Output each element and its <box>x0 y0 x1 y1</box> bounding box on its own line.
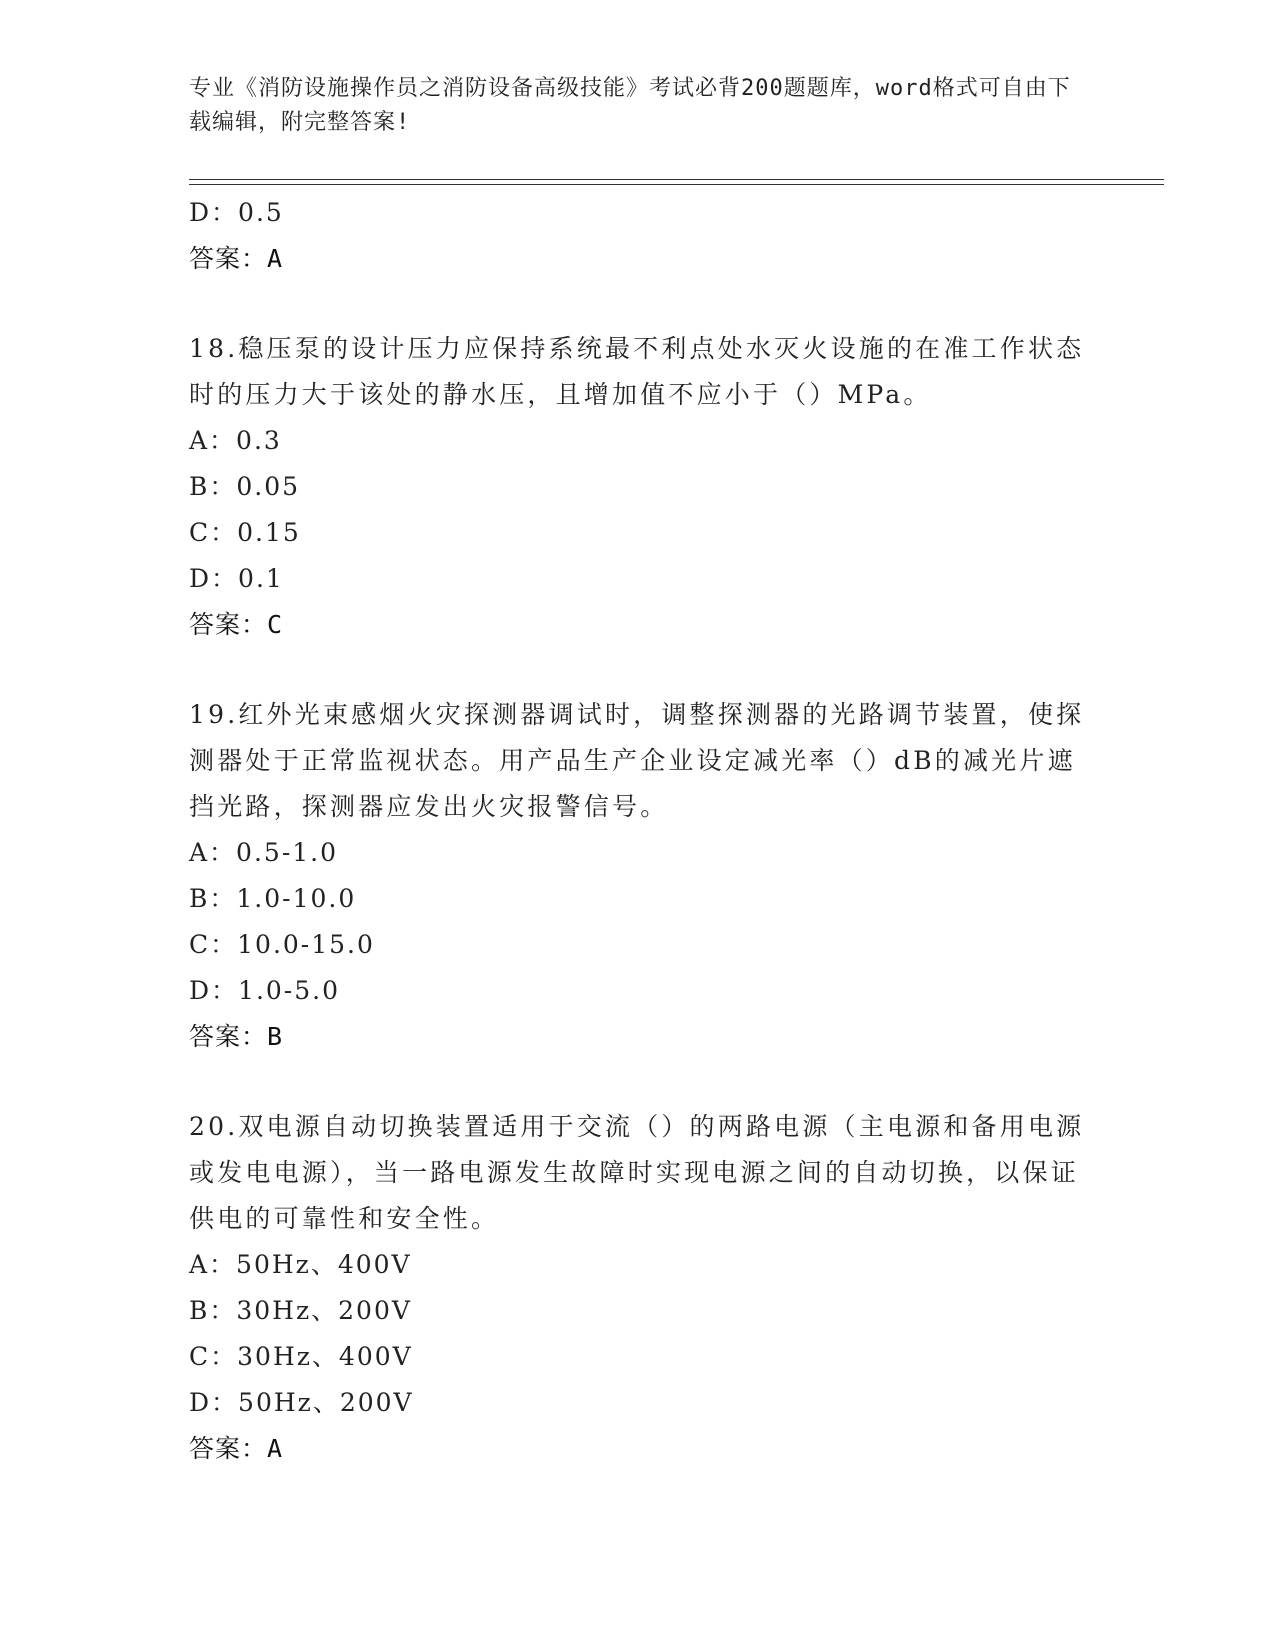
document-body <box>189 190 1089 1472</box>
option-a: A：0.5-1.0 <box>189 838 339 867</box>
option-b: B：0.05 <box>189 472 301 501</box>
question-17-option-d: D：0.5 <box>189 198 284 227</box>
question-stem: 19.红外光束感烟火灾探测器调试时，调整探测器的光路调节装置，使探测器处于正常监视状态。用产品生产企业设定减光率（）dB的减光片遮挡光路，探测器应发出火灾报警信号。 <box>189 700 1085 821</box>
question-20 <box>189 1104 1089 1472</box>
option-c: C：10.0-15.0 <box>189 930 375 959</box>
option-b: B：30Hz、200V <box>189 1296 412 1325</box>
option-a: A：0.3 <box>189 426 282 455</box>
question-stem: 18.稳压泵的设计压力应保持系统最不利点处水灭火设施的在准工作状态时的压力大于该处的静水压，且增加值不应小于（）MPa。 <box>189 334 1085 409</box>
option-c: C：0.15 <box>189 518 301 547</box>
question-17-answer: 答案：A <box>189 244 284 273</box>
option-d: D：50Hz、200V <box>189 1388 414 1417</box>
question-18 <box>189 326 1089 648</box>
header-divider-top <box>189 179 1164 180</box>
spacer <box>189 1060 1089 1104</box>
option-a: A：50Hz、400V <box>189 1250 412 1279</box>
question-stem: 20.双电源自动切换装置适用于交流（）的两路电源（主电源和备用电源或发电电源），当一路电源发生故障时实现电源之间的自动切换，以保证供电的可靠性和安全性。 <box>189 1112 1085 1233</box>
spacer <box>189 648 1089 692</box>
header-divider-bottom <box>189 184 1164 185</box>
question-answer: 答案：B <box>189 1022 284 1051</box>
question-19 <box>189 692 1089 1060</box>
spacer <box>189 282 1089 326</box>
option-b: B：1.0-10.0 <box>189 884 357 913</box>
page-header: 专业《消防设施操作员之消防设备高级技能》考试必背200题题库，word格式可自由下载编辑，附完整答案! <box>189 76 1071 135</box>
option-d: D：0.1 <box>189 564 284 593</box>
option-d: D：1.0-5.0 <box>189 976 341 1005</box>
question-answer: 答案：A <box>189 1434 284 1463</box>
question-answer: 答案：C <box>189 610 284 639</box>
option-c: C：30Hz、400V <box>189 1342 413 1371</box>
